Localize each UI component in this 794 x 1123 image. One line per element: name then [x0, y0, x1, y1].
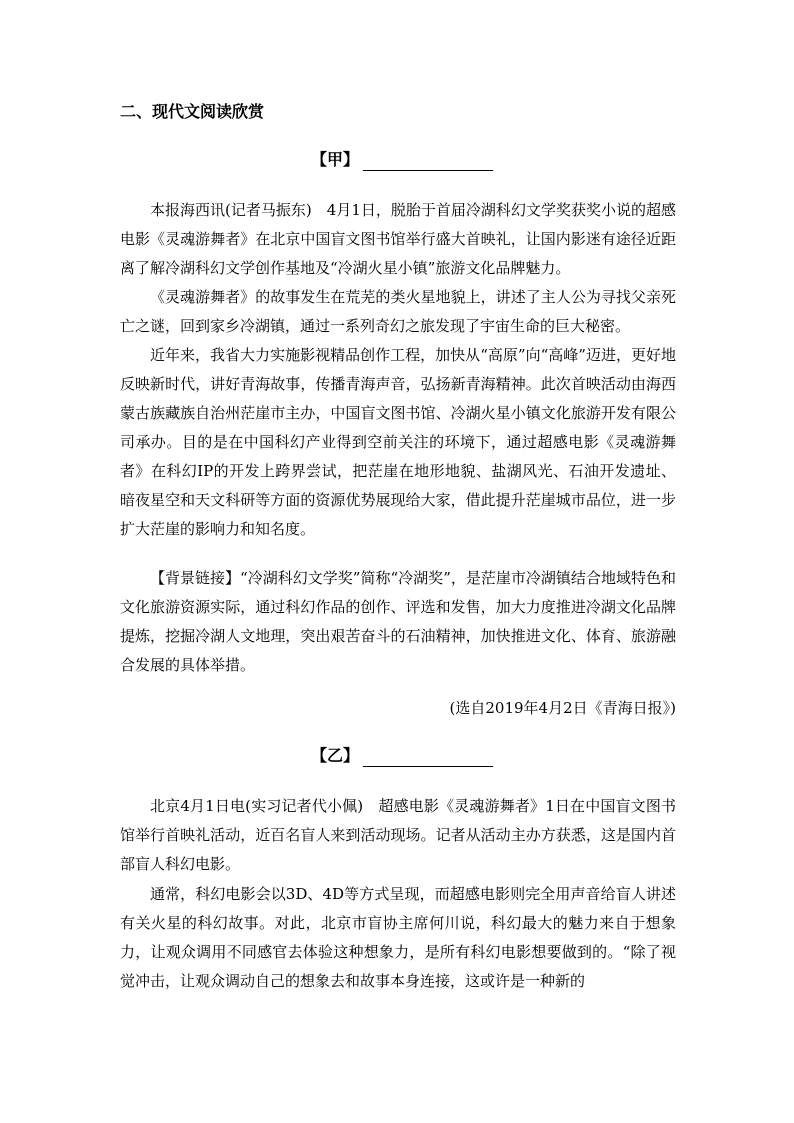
section-title: 二、现代文阅读欣赏 — [120, 102, 265, 121]
jia-paragraph-2: 《灵魂游舞者》的故事发生在荒芜的类火星地貌上，讲述了主人公为寻找父亲死亡之谜，回到家乡冷湖镇，通过一系列奇幻之旅发现了宇宙生命的巨大秘密。 — [120, 288, 676, 335]
passage-jia-label: 【甲】 — [311, 150, 360, 169]
passage-jia-heading — [311, 149, 491, 171]
passage-yi-heading — [311, 745, 491, 767]
jia-paragraph-3: 近年来，我省大力实施影视精品创作工程，加快从“高原”向“高峰”迈进，更好地反映新时代，讲好青海故事，传播青海声音，弘扬新青海精神。此次首映活动由海西蒙古族藏族自治州茫崖市主办，中国盲文图书馆、冷湖火星小镇文化旅游开发有限公司承办。目的是在中国科幻产业得到空前关注的环境下，通过超感电影《灵魂游舞者》在科幻IP的开发上跨界尝试，把茫崖在地形地貌、盐湖风光、石油开发遗址、暗夜星空和天文科研等方面的资源优势展现给大家，借此提升茫崖城市品位，进一步扩大茫崖的影响力和知名度。 — [120, 346, 676, 538]
jia-source: (选自2019年4月2日《青海日报》) — [449, 699, 676, 717]
yi-paragraph-2: 通常，科幻电影会以3D、4D等方式呈现，而超感电影则完全用声音给盲人讲述有关火星的科幻故事。对此，北京市盲协主席何川说，科幻最大的魅力来自于想象力，让观众调用不同感官去体验这种想象力，是所有科幻电影想要做到的。“除了视觉冲击，让观众调动自己的想象去和故事本身连接，这或许是一种新的 — [120, 885, 676, 990]
passage-yi-label: 【乙】 — [311, 746, 360, 765]
passage-jia-title-blank — [363, 153, 493, 171]
passage-yi-title-blank — [363, 749, 493, 767]
jia-paragraph-1: 本报海西讯(记者马振东) 4月1日，脱胎于首届冷湖科幻文学奖获奖小说的超感电影《灵魂游舞者》在北京中国盲文图书馆举行盛大首映礼，让国内影迷有途径近距离了解冷湖科幻文学创作基地及“冷湖火星小镇”旅游文化品牌魅力。 — [120, 201, 676, 277]
jia-paragraph-4: 【背景链接】“冷湖科幻文学奖”简称“冷湖奖”，是茫崖市冷湖镇结合地域特色和文化旅游资源实际，通过科幻作品的创作、评选和发售，加大力度推进冷湖文化品牌提炼，挖掘冷湖人文地理，突出艰苦奋斗的石油精神，加快推进文化、体育、旅游融合发展的具体举措。 — [120, 569, 676, 674]
yi-paragraph-1: 北京4月1日电(实习记者代小佩) 超感电影《灵魂游舞者》1日在中国盲文图书馆举行首映礼活动，近百名盲人来到活动现场。记者从活动主办方获悉，这是国内首部盲人科幻电影。 — [120, 797, 676, 873]
